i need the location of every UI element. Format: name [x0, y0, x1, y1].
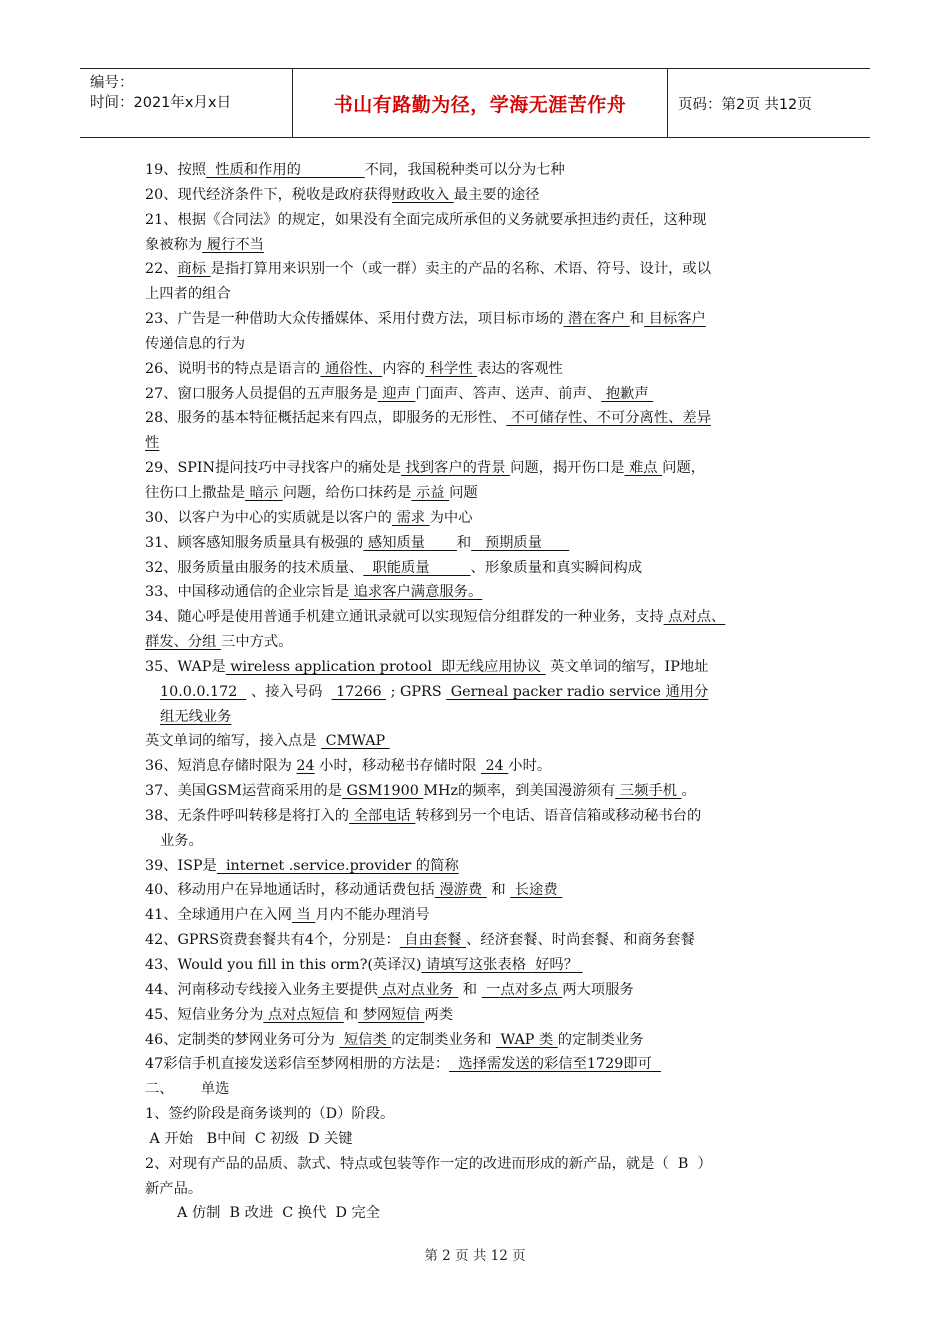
question-text: 月内不能办理消号 — [315, 907, 430, 924]
text-line — [145, 506, 825, 531]
answer-text: 自由套餐 — [399, 932, 467, 949]
text-line — [145, 804, 825, 829]
text-line — [145, 531, 825, 556]
question-text: 问题，揭开伤口是 — [510, 460, 625, 477]
text-line — [145, 1201, 825, 1226]
question-text: 22、 — [145, 261, 178, 278]
question-text: 38、无条件呼叫转移是将打入的 — [145, 807, 350, 824]
answer-text: 暗示 — [245, 484, 283, 501]
question-text: ; GPRS — [386, 683, 447, 700]
question-text: 、接入号码 — [246, 683, 332, 700]
answer-text: 24 — [480, 758, 509, 775]
question-text: 、形象质量和真实瞬间构成 — [470, 559, 643, 576]
text-line — [145, 854, 825, 879]
question-text: 转移到另一个电话、语音信箱或移动秘书台的 — [415, 807, 702, 824]
text-line — [145, 382, 825, 407]
question-text: 19、按照 — [145, 162, 207, 178]
question-text: 问题， — [662, 460, 706, 477]
question-text: 三中方式。 — [221, 634, 293, 651]
answer-text: 漫游费 — [434, 882, 487, 899]
text-line — [145, 680, 825, 705]
answer-text: 梦网短信 — [358, 1006, 425, 1023]
text-line — [145, 183, 825, 208]
question-text: 最主要的途径 — [453, 186, 540, 203]
question-text: 象被称为 — [145, 236, 203, 253]
answer-text: Gerneal packer radio service 通用分 — [446, 683, 709, 700]
question-text: 36、短消息存储时限为 — [145, 758, 297, 775]
question-text: 内容的 — [382, 360, 426, 377]
question-text: 1、签约阶段是商务谈判的（D）阶段。 — [145, 1106, 395, 1123]
question-text: 47彩信手机直接发送彩信至梦网相册的方法是： — [145, 1056, 450, 1073]
question-text: 业务。 — [160, 832, 203, 849]
question-text: 表达的客观性 — [477, 360, 563, 377]
header-motto: 书山有路勤为径，学海无涯苦作舟 — [293, 69, 668, 137]
answer-text: WAP 类 — [495, 1031, 558, 1048]
text-line — [145, 233, 825, 258]
question-text: 45、短信业务分为 — [145, 1006, 264, 1023]
question-text: 23、广告是一种借助大众传播媒体、采用付费方法，项目标市场的 — [145, 311, 564, 328]
question-text: 28、服务的基本特征概括起来有四点，即服务的无形性、 — [145, 410, 507, 427]
header-meta — [80, 69, 293, 137]
answer-text: 迎声 — [377, 385, 416, 402]
text-line — [145, 705, 825, 730]
answer-text: 请填写这张表格 好吗？ — [421, 957, 583, 973]
text-line — [145, 779, 825, 804]
answer-text: 全部电话 — [349, 807, 416, 824]
text-line — [145, 655, 825, 680]
text-line — [145, 481, 825, 506]
document-number: 编号： — [90, 75, 134, 91]
answer-text: 潜在客户 — [563, 311, 630, 328]
page-footer: 第 2 页 共 12 页 — [424, 1248, 526, 1264]
question-text: 二、 单选 — [145, 1081, 230, 1098]
text-line — [145, 307, 825, 332]
question-text: 为中心 — [429, 509, 473, 526]
question-text: 46、定制类的梦网业务可分为 — [145, 1031, 340, 1048]
answer-text: 一点对多点 — [481, 981, 563, 998]
text-line — [145, 208, 825, 233]
text-line — [145, 978, 825, 1003]
question-text: 的定制类业务和 — [391, 1031, 496, 1048]
question-text: 小时，移动秘书存储时限 — [314, 758, 481, 775]
question-text: A 开始 B中间 C 初级 D 关键 — [145, 1130, 353, 1147]
answer-text: 履行不当 — [202, 236, 264, 253]
text-line — [145, 1177, 825, 1202]
question-text: 两大项服务 — [562, 981, 634, 998]
question-text: 39、ISP是 — [145, 857, 217, 874]
question-text: 32、服务质量由服务的技术质量、 — [145, 559, 364, 576]
answer-text: 24 — [296, 758, 315, 775]
answer-text: 追求客户满意服务。 — [349, 584, 483, 601]
answer-text: CMWAP — [321, 733, 390, 750]
answer-text: 感知质量 — [363, 534, 457, 551]
question-text: MHz的频率，到美国漫游须有 — [423, 783, 616, 800]
text-line — [145, 953, 825, 978]
question-text: 传递信息的行为 — [145, 335, 246, 352]
question-text: 20、现代经济条件下，税收是政府获得 — [145, 186, 392, 203]
question-text: 33、中国移动通信的企业宗旨是 — [145, 584, 350, 601]
answer-text: 点对点、 — [663, 609, 726, 626]
answer-text: 选择需发送的彩信至1729即可 — [449, 1056, 661, 1073]
answer-text: 10.0.0.172 — [160, 683, 247, 700]
question-text: 问题 — [449, 484, 478, 501]
text-line — [145, 829, 825, 854]
question-text: 。 — [681, 783, 696, 800]
answer-text: internet .service.provider 的简称 — [216, 857, 459, 874]
answer-text: 找到客户的背景 — [400, 460, 511, 477]
question-text: 41、全球通用户在入网 — [145, 907, 292, 924]
text-line — [145, 1127, 825, 1152]
text-line — [145, 158, 825, 183]
question-text: 问题，给伤口抹药是 — [282, 484, 412, 501]
question-text: 是指打算用来识别一个（或一群）卖主的产品的名称、术语、符号、设计，或以 — [210, 261, 712, 278]
answer-text: 三频手机 — [615, 783, 682, 800]
question-text: 26、说明书的特点是语言的 — [145, 360, 321, 377]
page-header — [80, 68, 870, 138]
question-text: 不同，我国税种类可以分为七种 — [364, 162, 565, 178]
text-line — [145, 1102, 825, 1127]
question-text: 35、WAP是 — [145, 658, 226, 675]
text-line — [145, 556, 825, 581]
question-text: 和 — [456, 534, 472, 551]
answer-text: 难点 — [624, 460, 663, 477]
answer-text: 当 — [291, 907, 316, 924]
text-line — [145, 406, 825, 431]
answer-text: 组无线业务 — [160, 708, 232, 725]
answer-text: 职能质量 — [363, 559, 471, 576]
text-line — [145, 1052, 825, 1077]
document-body — [145, 158, 825, 1226]
question-text: A 仿制 B 改进 C 换代 D 完全 — [177, 1205, 381, 1222]
answer-text: 不可储存性、不可分离性、差异 — [506, 410, 712, 427]
answer-text: 财政收入 — [391, 186, 454, 203]
text-line — [145, 1003, 825, 1028]
answer-text: 点对点业务 — [377, 981, 459, 998]
question-text: 两类 — [424, 1006, 454, 1023]
text-line — [145, 630, 825, 655]
text-line — [145, 257, 825, 282]
answer-text: 预期质量 — [471, 534, 570, 551]
text-line — [145, 878, 825, 903]
answer-text: 商标 — [177, 261, 211, 278]
text-line — [145, 456, 825, 481]
question-text: 34、随心呼是使用普通手机建立通讯录就可以实现短信分组群发的一种业务，支持 — [145, 609, 664, 626]
question-text: 和 — [343, 1006, 359, 1023]
text-line — [145, 605, 825, 630]
question-text: 和 — [486, 882, 511, 899]
answer-text: 抱歉声 — [601, 385, 654, 402]
answer-text: 长途费 — [510, 882, 563, 899]
text-line — [145, 928, 825, 953]
question-text: 43、Would you fill in this orm?(英译汉) — [145, 957, 422, 973]
question-text: 和 — [458, 981, 482, 998]
text-line — [145, 357, 825, 382]
text-line — [145, 282, 825, 307]
question-text: 2、对现有产品的品质、款式、特点或包装等作一定的改进而形成的新产品，就是（ B ） — [145, 1155, 712, 1172]
question-text: 英文单词的缩写，IP地址 — [545, 658, 709, 675]
text-line — [145, 332, 825, 357]
answer-text: GSM1900 — [342, 783, 424, 800]
answer-text: 17266 — [331, 683, 387, 700]
answer-text: 群发、分组 — [145, 634, 222, 651]
header-page-number: 页码：第2页 共12页 — [678, 96, 812, 113]
text-line — [145, 729, 825, 754]
question-text: 新产品。 — [145, 1180, 203, 1197]
question-text: 31、顾客感知服务质量具有极强的 — [145, 534, 364, 551]
question-text: 门面声、答声、送声、前声、 — [415, 385, 602, 402]
answer-text: 点对点短信 — [263, 1006, 344, 1023]
answer-text: 科学性 — [425, 360, 478, 377]
question-text: 、经济套餐、时尚套餐、和商务套餐 — [466, 932, 695, 949]
question-text: 40、移动用户在异地通话时，移动通话费包括 — [145, 882, 435, 899]
answer-text: wireless application protool 即无线应用协议 — [225, 658, 546, 675]
question-text: 往伤口上撒盐是 — [145, 484, 246, 501]
question-text: 21、根据《合同法》的规定，如果没有全面完成所承但的义务就要承担违约责任，这种现 — [145, 211, 707, 228]
text-line — [145, 1077, 825, 1102]
answer-text: 通俗性、 — [320, 360, 383, 377]
question-text: 英文单词的缩写，接入点是 — [145, 733, 322, 750]
answer-text: 性质和作用的 — [206, 162, 365, 178]
text-line — [145, 754, 825, 779]
question-text: 和 — [629, 311, 645, 328]
answer-text: 需求 — [391, 509, 430, 526]
question-text: 27、窗口服务人员提倡的五声服务是 — [145, 385, 378, 402]
text-line — [145, 1028, 825, 1053]
question-text: 30、以客户为中心的实质就是以客户的 — [145, 509, 392, 526]
document-date: 时间：2021年x月x日 — [90, 95, 232, 111]
answer-text: 示益 — [411, 484, 450, 501]
question-text: 小时。 — [508, 758, 552, 775]
answer-text: 性 — [145, 435, 160, 452]
text-line — [145, 903, 825, 928]
question-text: 42、GPRS资费套餐共有4个，分别是： — [145, 932, 400, 949]
question-text: 29、SPIN提问技巧中寻找客户的痛处是 — [145, 460, 401, 477]
question-text: 44、河南移动专线接入业务主要提供 — [145, 981, 378, 998]
text-line — [145, 580, 825, 605]
text-line — [145, 431, 825, 456]
answer-text: 目标客户 — [644, 311, 706, 328]
question-text: 上四者的组合 — [145, 286, 231, 303]
question-text: 37、美国GSM运营商采用的是 — [145, 783, 343, 800]
text-line — [145, 1152, 825, 1177]
answer-text: 短信类 — [339, 1031, 392, 1048]
question-text: 的定制类业务 — [557, 1031, 644, 1048]
